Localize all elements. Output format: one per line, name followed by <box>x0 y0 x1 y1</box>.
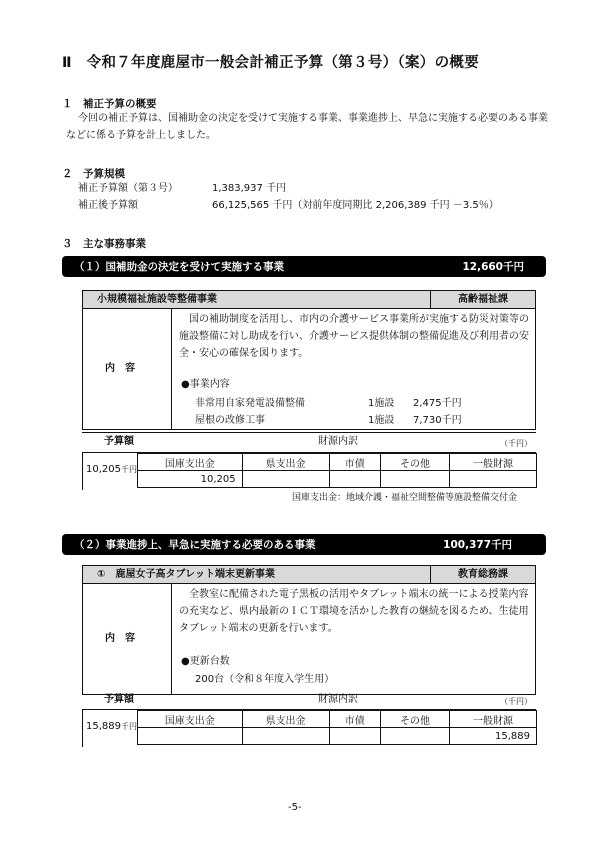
project2-desc: 全教室に配備された電子黒板の活用やタブレット端末の統一による授業内容の充実など、県内最新のＩＣＴ環境を活かした教育の継続を図るため、生徒用タブレット端末の更新を行います。 <box>179 589 529 634</box>
funding-value-national <box>138 728 243 745</box>
funding-value-general: 15,889 <box>450 728 537 745</box>
funding-header-national: 国庫支出金 <box>138 454 243 471</box>
project1-item1-amount: 2,475千円 <box>413 398 462 409</box>
funding-value-bond <box>329 471 380 488</box>
project1-note: 国庫支出金：地域介護・福祉空間整備等施設整備交付金 <box>292 493 518 503</box>
project1-budget-amount: 10,205千円 <box>86 464 137 475</box>
project2-header <box>83 566 535 584</box>
project2-items-heading: ●更新台数 <box>181 656 230 667</box>
funding-header-bond: 市債 <box>329 454 380 471</box>
section2-heading: ２ 予算規模 <box>62 168 125 180</box>
funding-header-national: 国庫支出金 <box>138 711 243 728</box>
project1-naiyo-label: 内 容 <box>105 363 135 374</box>
project1-name: 小規模福祉施設等整備事業 <box>97 294 217 305</box>
project1-funding-label: 財源内訳 <box>318 436 358 447</box>
funding-header-general: 一般財源 <box>450 711 537 728</box>
funding-value-other <box>380 471 449 488</box>
project1-items-heading: ●事業内容 <box>181 379 230 390</box>
project2-dept: 教育総務課 <box>430 566 535 583</box>
project2-funding-table <box>137 710 537 745</box>
project1-budget-label: 予算額 <box>104 436 134 447</box>
project1-item2-count: 1施設 <box>368 415 395 426</box>
project2-item-line: 200台（令和８年度入学生用） <box>195 674 335 685</box>
group2-amount: 100,377千円 <box>443 539 512 551</box>
project2-budget-label: 予算額 <box>104 694 134 705</box>
funding-header-bond: 市債 <box>329 711 380 728</box>
project1-funding-table <box>137 453 537 488</box>
funding-value-prefecture <box>242 471 329 488</box>
funding-value-general <box>450 471 537 488</box>
budget-value-1: 1,383,937 千円 <box>212 183 287 194</box>
project1-item1-count: 1施設 <box>368 398 395 409</box>
group1-amount: 12,660千円 <box>462 261 524 273</box>
project1-item1-name: 非常用自家発電設備整備 <box>195 398 305 409</box>
project2-name: ① 鹿屋女子高タブレット端末更新事業 <box>97 569 275 580</box>
group1-label: （１）国補助金の決定を受けて実施する事業 <box>74 261 284 273</box>
page-title: Ⅱ 令和７年度鹿屋市一般会計補正予算（第３号）（案）の概要 <box>62 55 479 71</box>
budget-label-2: 補正後予算額 <box>78 200 138 211</box>
project2-box <box>82 565 536 695</box>
group1-bar <box>62 256 546 277</box>
project1-desc: 国の補助制度を活用し、市内の介護サービス事業所が実施する防災対策等の施設整備に対し助成を行い、介護サービス提供体制の整備促進及び利用者の安全・安心の確保を図ります。 <box>179 314 529 359</box>
funding-header-other: その他 <box>380 711 449 728</box>
funding-header-general: 一般財源 <box>450 454 537 471</box>
funding-value-bond <box>329 728 380 745</box>
project1-item2-amount: 7,730千円 <box>413 415 462 426</box>
group2-bar <box>62 534 546 555</box>
project2-funding-label: 財源内訳 <box>318 694 358 705</box>
funding-header-other: その他 <box>380 454 449 471</box>
project1-header <box>83 291 535 309</box>
project2-naiyo-label: 内 容 <box>105 633 135 644</box>
project1-box <box>82 290 536 430</box>
funding-value-national: 10,205 <box>138 471 243 488</box>
funding-header-prefecture: 県支出金 <box>242 454 329 471</box>
project2-funding-unit: （千円） <box>500 697 532 706</box>
section1-body: 今回の補正予算は、国補助金の決定を受けて実施する事業、事業進捗上、早急に実施する必要のある事業などに係る予算を計上しました。 <box>66 113 548 141</box>
budget-label-1: 補正予算額（第３号） <box>78 183 178 194</box>
section3-heading: ３ 主な事務事業 <box>62 238 146 250</box>
project1-funding-unit: （千円） <box>500 439 532 448</box>
project1-item2-name: 屋根の改修工事 <box>195 415 265 426</box>
project1-dept: 高齢福祉課 <box>430 291 535 308</box>
budget-value-2: 66,125,565 千円（対前年度同期比 2,206,389 千円 －3.5％） <box>212 200 499 211</box>
funding-value-prefecture <box>242 728 329 745</box>
project2-budget-amount: 15,889千円 <box>86 721 137 732</box>
page-number: -5- <box>288 802 302 813</box>
group2-label: （２）事業進捗上、早急に実施する必要のある事業 <box>74 539 316 551</box>
funding-header-prefecture: 県支出金 <box>242 711 329 728</box>
funding-value-other <box>380 728 449 745</box>
section1-heading: １ 補正予算の概要 <box>62 98 157 110</box>
